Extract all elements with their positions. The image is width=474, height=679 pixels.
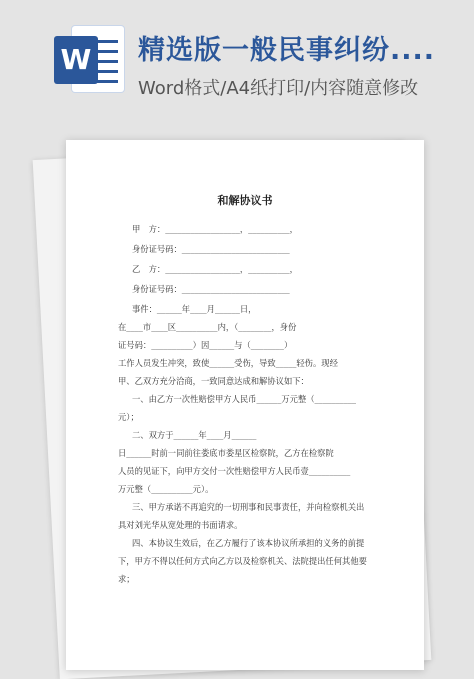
clause-4-line: 下，甲方不得以任何方式向乙方以及检察机关、法院提出任何其他要	[118, 556, 367, 566]
clause-1-line: 元）；	[118, 412, 139, 422]
clause-3-line: 具对刘光华从宽处理的书面请求。	[118, 520, 243, 530]
clause-3-line: 三、甲方承诺不再追究的一切刑事和民事责任，并向检察机关出	[132, 502, 365, 512]
word-badge: W	[54, 36, 98, 84]
clause-4-line: 求；	[118, 574, 135, 584]
clause-1-line: 一、由乙方一次性赔偿甲方人民币______万元整（__________	[132, 394, 357, 404]
body-line: 工作人员发生冲突，致使______受伤，导致_____轻伤。现经	[118, 358, 338, 368]
party-a-id-line: 身份证号码：__________________________	[132, 244, 290, 254]
header-banner	[0, 0, 474, 118]
document-title: 和解协议书	[217, 194, 273, 207]
clause-2-line: 二、双方于______年____月______	[132, 430, 257, 440]
document-page	[66, 140, 424, 670]
party-a-line: 甲 方：__________________，__________，	[132, 224, 298, 234]
word-icon	[54, 24, 126, 96]
body-line: 在____市____区__________内，（________，身份	[118, 322, 297, 332]
party-b-id-line: 身份证号码：__________________________	[132, 284, 290, 294]
party-b-line: 乙 方：__________________，__________，	[132, 264, 298, 274]
clause-2-line: 万元整（__________元）。	[118, 484, 214, 494]
clause-4-line: 四、本协议生效后，在乙方履行了该本协议所承担的义务的前提	[132, 538, 365, 548]
body-line: 甲、乙双方充分洽商，一致同意达成和解协议如下：	[118, 376, 309, 386]
body-line: 证号码：__________）因______与（________）	[118, 340, 293, 350]
page-subtitle: Word格式/A4纸打印/内容随意修改	[138, 78, 419, 99]
clause-2-line: 日______时前一同前往娄底市娄星区检察院，乙方在检察院	[118, 448, 334, 458]
clause-2-line: 人员的见证下，向甲方交付一次性赔偿甲方人民币壹__________	[118, 466, 351, 476]
page-title: 精选版一般民事纠纷....	[138, 35, 436, 66]
event-line: 事件：______年____月______日，	[132, 304, 257, 314]
